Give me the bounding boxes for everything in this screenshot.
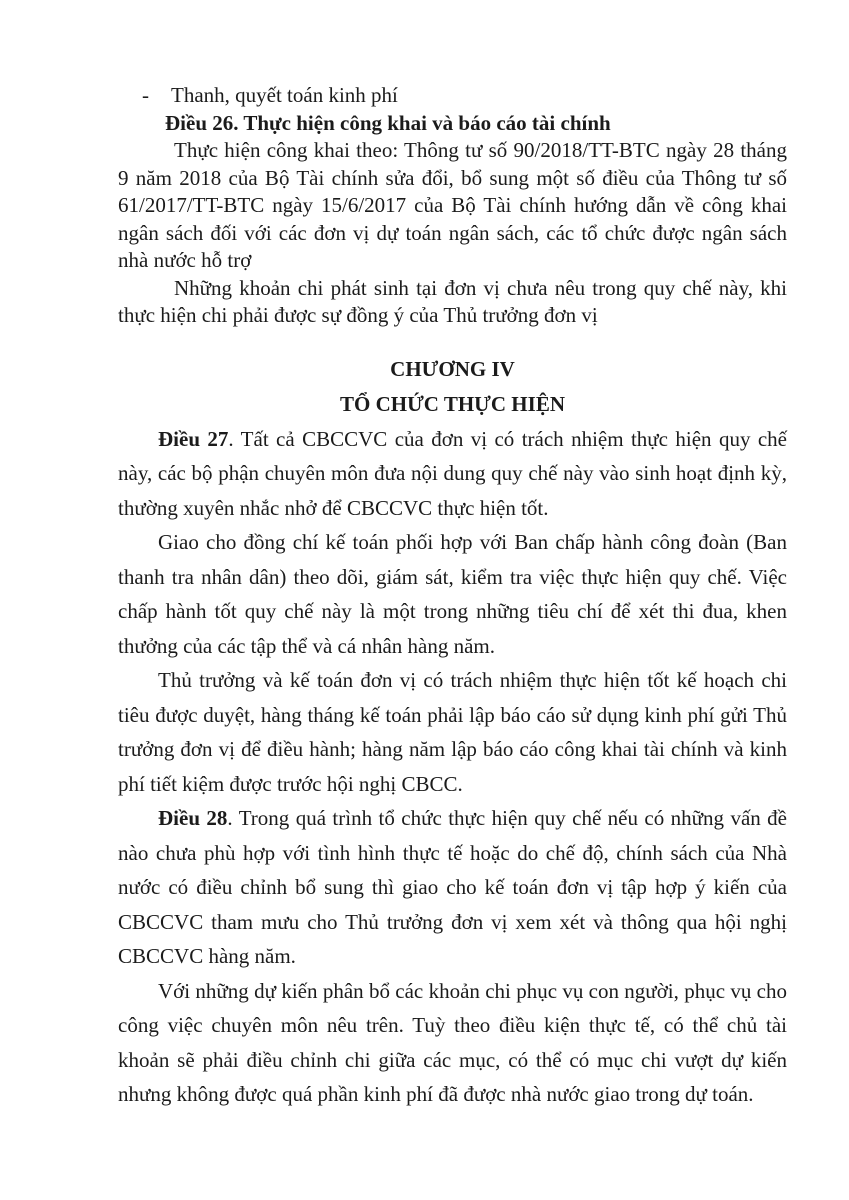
article-27-paragraph-1: [118, 422, 787, 526]
article-28-label: Điều 28: [158, 806, 228, 830]
chapter-heading-block: [118, 352, 787, 422]
article-27-paragraph-3: Thủ trưởng và kế toán đơn vị có trách nhiệm thực hiện tốt kế hoạch chi tiêu được duyệt, hàng tháng kế toán phải lập báo cáo sử dụng kinh phí gửi Thủ trưởng đơn vị để điều hành; hàng năm lập báo cáo công khai tài chính và kinh phí tiết kiệm được trước hội nghị CBCC.: [118, 668, 787, 796]
article-28-paragraph-2: Với những dự kiến phân bổ các khoản chi phục vụ con người, phục vụ cho công việc chuyên môn nêu trên. Tuỳ theo điều kiện thực tế, có thể chủ tài khoản sẽ phải điều chỉnh chi giữa các mục, có thể có mục chi vượt dự kiến nhưng không được quá phần kinh phí đã được nhà nước giao trong dự toán.: [118, 978, 787, 1106]
chapter-title: TỔ CHỨC THỰC HIỆN: [340, 391, 565, 416]
article-27-paragraph-2: Giao cho đồng chí kế toán phối hợp với Ban chấp hành công đoàn (Ban thanh tra nhân dân) theo dõi, giám sát, kiểm tra việc thực hiện quy chế. Việc chấp hành tốt quy chế này là một trong những tiêu chí để xét thi đua, khen thưởng của các tập thể và cá nhân hàng năm.: [118, 530, 787, 658]
list-item-text: Thanh, quyết toán kinh phí: [171, 83, 398, 107]
article-26-heading: Điều 26. Thực hiện công khai và báo cáo tài chính: [165, 110, 611, 135]
list-item: [118, 82, 787, 110]
article-28-paragraph-1: [118, 801, 787, 974]
article-26-paragraph-2: Những khoản chi phát sinh tại đơn vị chưa nêu trong quy chế này, khi thực hiện chi phải được sự đồng ý của Thủ trưởng đơn vị: [118, 275, 787, 327]
chapter-number: CHƯƠNG IV: [390, 356, 515, 381]
article-27-text: . Tất cả CBCCVC của đơn vị có trách nhiệm thực hiện quy chế này, các bộ phận chuyên môn đưa nội dung quy chế này vào sinh hoạt định kỳ, thường xuyên nhắc nhở để CBCCVC thực hiện tốt.: [118, 426, 788, 520]
section-article-26: [118, 82, 787, 330]
article-26-paragraph-1: Thực hiện công khai theo: Thông tư số 90/2018/TT-BTC ngày 28 tháng 9 năm 2018 của Bộ Tài chính sửa đổi, bổ sung một số điều của Thông tư số 61/2017/TT-BTC ngày 15/6/2017 của Bộ Tài chính hướng dẫn về công khai ngân sách đối với các đơn vị dự toán ngân sách, các tổ chức được ngân sách nhà nước hỗ trợ: [118, 138, 787, 272]
section-implementation: [118, 422, 787, 1112]
list-item-dash: -: [142, 83, 149, 107]
article-28-text: . Trong quá trình tổ chức thực hiện quy chế nếu có những vấn đề nào chưa phù hợp với tình hình thực tế hoặc do chế độ, chính sách của Nhà nước có điều chỉnh bổ sung thì giao cho kế toán đơn vị tập hợp ý kiến của CBCCVC tham mưu cho Thủ trưởng đơn vị xem xét và thông qua hội nghị CBCCVC hàng năm.: [118, 806, 788, 968]
article-27-label: Điều 27: [158, 426, 229, 451]
